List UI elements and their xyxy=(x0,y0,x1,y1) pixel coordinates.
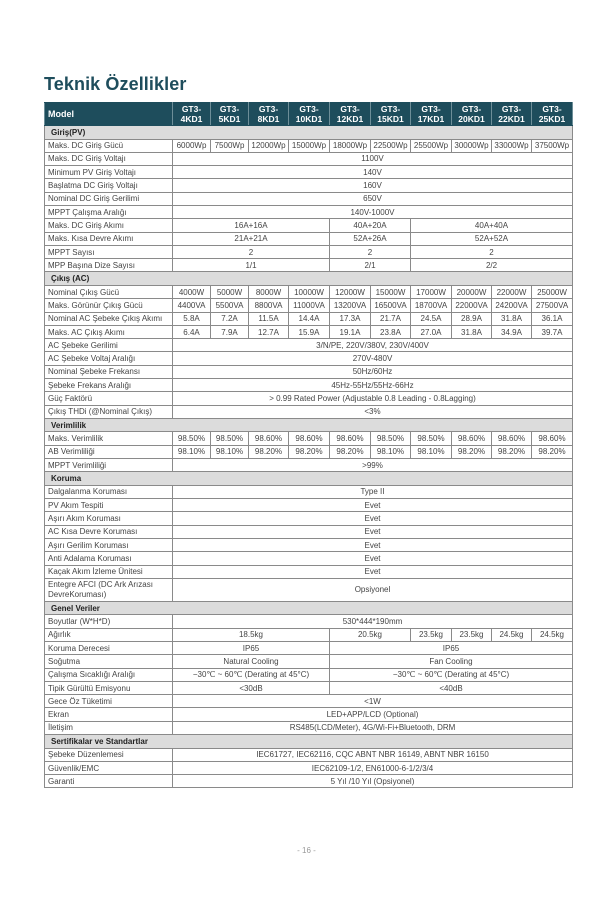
row-value: −30℃ ~ 60℃ (Derating at 45°C) xyxy=(330,668,573,681)
table-row xyxy=(45,405,573,418)
table-row xyxy=(45,512,573,525)
model-header-10kd1: GT3- 10KD1 xyxy=(289,103,330,126)
row-value: 24.5kg xyxy=(492,628,532,641)
row-value: 98.60% xyxy=(249,432,289,445)
row-value: 98.60% xyxy=(532,432,573,445)
row-value: Natural Cooling xyxy=(173,655,330,668)
row-value: 18700VA xyxy=(411,299,452,312)
page-number: - 16 - xyxy=(297,846,316,855)
table-row xyxy=(45,379,573,392)
row-value: 37500Wp xyxy=(532,139,573,152)
row-value: 270V-480V xyxy=(173,352,573,365)
row-value: 36.1A xyxy=(532,312,573,325)
table-row xyxy=(45,539,573,552)
row-label: Maks. Kısa Devre Akımı xyxy=(45,232,173,245)
section-header-row xyxy=(45,472,573,486)
row-label: Maks. DC Giriş Voltajı xyxy=(45,152,173,165)
section-title: Giriş(PV) xyxy=(45,126,573,140)
table-row xyxy=(45,325,573,338)
row-value: 98.60% xyxy=(289,432,330,445)
row-value: Fan Cooling xyxy=(330,655,573,668)
table-row xyxy=(45,365,573,378)
row-value: 27.0A xyxy=(411,325,452,338)
table-row xyxy=(45,179,573,192)
table-row xyxy=(45,681,573,694)
row-value: 2 xyxy=(330,245,411,258)
row-label: Soğutma xyxy=(45,655,173,668)
table-row xyxy=(45,285,573,298)
row-value: IP65 xyxy=(330,642,573,655)
row-value: 5.8A xyxy=(173,312,211,325)
table-row xyxy=(45,485,573,498)
row-value: 22000W xyxy=(492,285,532,298)
row-label: Çıkış THDi (@Nominal Çıkış) xyxy=(45,405,173,418)
row-value: IEC61727, IEC62116, CQC ABNT NBR 16149, ABNT NBR 16150 xyxy=(173,748,573,761)
table-row xyxy=(45,748,573,761)
row-value: 28.9A xyxy=(452,312,492,325)
row-value: 4000W xyxy=(173,285,211,298)
row-value: 1100V xyxy=(173,152,573,165)
row-value: 98.60% xyxy=(492,432,532,445)
row-label: Maks. Görünür Çıkış Gücü xyxy=(45,299,173,312)
row-label: Kaçak Akım İzleme Ünitesi xyxy=(45,565,173,578)
table-row xyxy=(45,166,573,179)
section-header-row xyxy=(45,272,573,286)
row-value: 13200VA xyxy=(330,299,371,312)
row-value: 50Hz/60Hz xyxy=(173,365,573,378)
row-label: Garanti xyxy=(45,775,173,788)
row-value: 15.9A xyxy=(289,325,330,338)
row-value: 140V xyxy=(173,166,573,179)
row-label: AC Şebeke Voltaj Aralığı xyxy=(45,352,173,365)
row-label: Şebeke Frekans Aralığı xyxy=(45,379,173,392)
row-value: 23.5kg xyxy=(411,628,452,641)
row-value: Evet xyxy=(173,565,573,578)
table-row xyxy=(45,459,573,472)
table-row xyxy=(45,668,573,681)
table-row xyxy=(45,721,573,734)
row-label: İletişim xyxy=(45,721,173,734)
table-row xyxy=(45,299,573,312)
row-value: 20.5kg xyxy=(330,628,411,641)
row-value: 650V xyxy=(173,192,573,205)
table-row xyxy=(45,499,573,512)
row-value: 15000W xyxy=(371,285,411,298)
row-label: Boyutlar (W*H*D) xyxy=(45,615,173,628)
row-value: 12.7A xyxy=(249,325,289,338)
row-value: −30℃ ~ 60℃ (Derating at 45°C) xyxy=(173,668,330,681)
row-value: 98.50% xyxy=(211,432,249,445)
table-row xyxy=(45,445,573,458)
model-header-12kd1: GT3- 12KD1 xyxy=(330,103,371,126)
row-label: Nominal Çıkış Gücü xyxy=(45,285,173,298)
table-row xyxy=(45,152,573,165)
row-label: Minimum PV Giriş Voltajı xyxy=(45,166,173,179)
row-value: Evet xyxy=(173,499,573,512)
row-label: Aşırı Akım Koruması xyxy=(45,512,173,525)
row-value: Evet xyxy=(173,525,573,538)
model-header-17kd1: GT3- 17KD1 xyxy=(411,103,452,126)
row-value: 160V xyxy=(173,179,573,192)
row-value: 1/1 xyxy=(173,259,330,272)
section-header-row xyxy=(45,418,573,432)
row-label: Dalgalanma Koruması xyxy=(45,485,173,498)
row-value: 4400VA xyxy=(173,299,211,312)
row-label: MPPT Verimliliği xyxy=(45,459,173,472)
row-value: 52A+26A xyxy=(330,232,411,245)
row-value: 98.20% xyxy=(330,445,371,458)
row-value: 7.2A xyxy=(211,312,249,325)
row-label: Anti Adalama Koruması xyxy=(45,552,173,565)
row-value: 8800VA xyxy=(249,299,289,312)
row-value: 52A+52A xyxy=(411,232,573,245)
row-value: 45Hz-55Hz/55Hz-66Hz xyxy=(173,379,573,392)
row-value: Evet xyxy=(173,552,573,565)
row-value: 2 xyxy=(411,245,573,258)
section-title: Koruma xyxy=(45,472,573,486)
row-label: Nominal AC Şebeke Çıkış Akımı xyxy=(45,312,173,325)
table-row xyxy=(45,432,573,445)
row-label: Maks. Verimlilik xyxy=(45,432,173,445)
row-label: MPP Başına Dize Sayısı xyxy=(45,259,173,272)
row-label: Ağırlık xyxy=(45,628,173,641)
row-label: AB Verimliliği xyxy=(45,445,173,458)
header-row xyxy=(45,103,573,126)
section-header-row xyxy=(45,126,573,140)
spec-table-body xyxy=(45,126,573,788)
row-label: Gece Öz Tüketimi xyxy=(45,695,173,708)
row-value: 22500Wp xyxy=(371,139,411,152)
row-label: Maks. AC Çıkış Akımı xyxy=(45,325,173,338)
row-value: 6000Wp xyxy=(173,139,211,152)
row-value: >99% xyxy=(173,459,573,472)
row-value: 98.50% xyxy=(411,432,452,445)
table-row xyxy=(45,708,573,721)
row-value: 25500Wp xyxy=(411,139,452,152)
row-value: 23.8A xyxy=(371,325,411,338)
model-header-22kd1: GT3- 22KD1 xyxy=(492,103,532,126)
row-value: 98.10% xyxy=(371,445,411,458)
row-value: 16A+16A xyxy=(173,219,330,232)
table-row xyxy=(45,259,573,272)
table-row xyxy=(45,578,573,601)
model-header-15kd1: GT3- 15KD1 xyxy=(371,103,411,126)
model-header-20kd1: GT3- 20KD1 xyxy=(452,103,492,126)
model-header-label: Model xyxy=(45,103,173,126)
row-label: Aşırı Gerilim Koruması xyxy=(45,539,173,552)
model-header-25kd1: GT3- 25KD1 xyxy=(532,103,573,126)
row-value: 98.10% xyxy=(211,445,249,458)
row-value: Type II xyxy=(173,485,573,498)
section-header-row xyxy=(45,735,573,749)
row-value: Opsiyonel xyxy=(173,578,573,601)
table-row xyxy=(45,552,573,565)
row-value: 22000VA xyxy=(452,299,492,312)
row-label: AC Kısa Devre Koruması xyxy=(45,525,173,538)
row-value: 98.20% xyxy=(492,445,532,458)
row-value: 530*444*190mm xyxy=(173,615,573,628)
row-value: 30000Wp xyxy=(452,139,492,152)
row-value: 98.60% xyxy=(330,432,371,445)
table-row xyxy=(45,245,573,258)
row-value: 98.50% xyxy=(371,432,411,445)
row-value: 7500Wp xyxy=(211,139,249,152)
model-header-4kd1: GT3- 4KD1 xyxy=(173,103,211,126)
row-value: 98.20% xyxy=(452,445,492,458)
row-value: Evet xyxy=(173,539,573,552)
row-value: 31.8A xyxy=(452,325,492,338)
table-row xyxy=(45,615,573,628)
table-row xyxy=(45,392,573,405)
table-row xyxy=(45,565,573,578)
row-value: 19.1A xyxy=(330,325,371,338)
row-value: 2 xyxy=(173,245,330,258)
row-value: 98.20% xyxy=(289,445,330,458)
row-value: > 0.99 Rated Power (Adjustable 0.8 Leading - 0.8Lagging) xyxy=(173,392,573,405)
row-label: Nominal Şebeke Frekansı xyxy=(45,365,173,378)
spec-table xyxy=(44,102,573,788)
row-value: 20000W xyxy=(452,285,492,298)
row-value: 40A+20A xyxy=(330,219,411,232)
row-label: Başlatma DC Giriş Voltajı xyxy=(45,179,173,192)
row-value: <40dB xyxy=(330,681,573,694)
table-row xyxy=(45,525,573,538)
row-value: 98.10% xyxy=(411,445,452,458)
model-header-5kd1: GT3- 5KD1 xyxy=(211,103,249,126)
row-value: 17.3A xyxy=(330,312,371,325)
row-label: MPPT Sayısı xyxy=(45,245,173,258)
table-row xyxy=(45,761,573,774)
row-value: 18.5kg xyxy=(173,628,330,641)
table-row xyxy=(45,139,573,152)
row-value: 8000W xyxy=(249,285,289,298)
row-value: 18000Wp xyxy=(330,139,371,152)
row-label: Güç Faktörü xyxy=(45,392,173,405)
row-value: 33000Wp xyxy=(492,139,532,152)
table-row xyxy=(45,642,573,655)
section-title: Sertifikalar ve Standartlar xyxy=(45,735,573,749)
row-value: <30dB xyxy=(173,681,330,694)
table-row xyxy=(45,339,573,352)
row-label: Şebeke Düzenlemesi xyxy=(45,748,173,761)
row-value: 98.50% xyxy=(173,432,211,445)
row-label: Koruma Derecesi xyxy=(45,642,173,655)
table-row xyxy=(45,192,573,205)
row-value: 11.5A xyxy=(249,312,289,325)
row-label: Tipik Gürültü Emisyonu xyxy=(45,681,173,694)
row-value: 21.7A xyxy=(371,312,411,325)
page-title: Teknik Özellikler xyxy=(44,74,187,94)
table-row xyxy=(45,205,573,218)
row-value: 7.9A xyxy=(211,325,249,338)
row-value: 98.20% xyxy=(532,445,573,458)
row-value: 5000W xyxy=(211,285,249,298)
row-value: 16500VA xyxy=(371,299,411,312)
table-row xyxy=(45,655,573,668)
row-value: 3/N/PE, 220V/380V, 230V/400V xyxy=(173,339,573,352)
row-label: Çalışma Sıcaklığı Aralığı xyxy=(45,668,173,681)
row-value: 12000W xyxy=(330,285,371,298)
table-row xyxy=(45,695,573,708)
section-title: Çıkış (AC) xyxy=(45,272,573,286)
row-value: 34.9A xyxy=(492,325,532,338)
table-row xyxy=(45,775,573,788)
row-label: Maks. DC Giriş Akımı xyxy=(45,219,173,232)
section-title: Verimlilik xyxy=(45,418,573,432)
row-value: 17000W xyxy=(411,285,452,298)
row-value: Evet xyxy=(173,512,573,525)
row-label: MPPT Çalışma Aralığı xyxy=(45,205,173,218)
row-value: 39.7A xyxy=(532,325,573,338)
section-title: Genel Veriler xyxy=(45,601,573,615)
row-value: 140V-1000V xyxy=(173,205,573,218)
row-value: 15000Wp xyxy=(289,139,330,152)
row-value: 98.60% xyxy=(452,432,492,445)
row-label: Entegre AFCI (DC Ark Arızası DevreKoruması) xyxy=(45,578,173,601)
row-value: <3% xyxy=(173,405,573,418)
row-value: 24.5A xyxy=(411,312,452,325)
row-value: 2/2 xyxy=(411,259,573,272)
model-header-8kd1: GT3- 8KD1 xyxy=(249,103,289,126)
row-value: 24.5kg xyxy=(532,628,573,641)
row-value: 23.5kg xyxy=(452,628,492,641)
row-value: 2/1 xyxy=(330,259,411,272)
table-row xyxy=(45,312,573,325)
row-value: 6.4A xyxy=(173,325,211,338)
row-value: 14.4A xyxy=(289,312,330,325)
row-value: 12000Wp xyxy=(249,139,289,152)
row-value: 11000VA xyxy=(289,299,330,312)
row-value: 24200VA xyxy=(492,299,532,312)
row-label: Nominal DC Giriş Gerilimi xyxy=(45,192,173,205)
row-value: LED+APP/LCD (Optional) xyxy=(173,708,573,721)
table-row xyxy=(45,352,573,365)
row-label: AC Şebeke Gerilimi xyxy=(45,339,173,352)
row-value: <1W xyxy=(173,695,573,708)
table-row xyxy=(45,232,573,245)
row-value: RS485(LCD/Meter), 4G/Wi-Fi+Bluetooth, DRM xyxy=(173,721,573,734)
row-label: Güvenlik/EMC xyxy=(45,761,173,774)
row-value: IEC62109-1/2, EN61000-6-1/2/3/4 xyxy=(173,761,573,774)
row-label: Maks. DC Giriş Gücü xyxy=(45,139,173,152)
row-label: Ekran xyxy=(45,708,173,721)
row-value: 98.20% xyxy=(249,445,289,458)
row-value: 98.10% xyxy=(173,445,211,458)
row-value: 10000W xyxy=(289,285,330,298)
row-label: PV Akım Tespiti xyxy=(45,499,173,512)
row-value: 27500VA xyxy=(532,299,573,312)
row-value: 5 Yıl /10 Yıl (Opsiyonel) xyxy=(173,775,573,788)
section-header-row xyxy=(45,601,573,615)
row-value: 21A+21A xyxy=(173,232,330,245)
row-value: 31.8A xyxy=(492,312,532,325)
row-value: 5500VA xyxy=(211,299,249,312)
row-value: IP65 xyxy=(173,642,330,655)
row-value: 40A+40A xyxy=(411,219,573,232)
table-row xyxy=(45,628,573,641)
row-value: 25000W xyxy=(532,285,573,298)
table-row xyxy=(45,219,573,232)
